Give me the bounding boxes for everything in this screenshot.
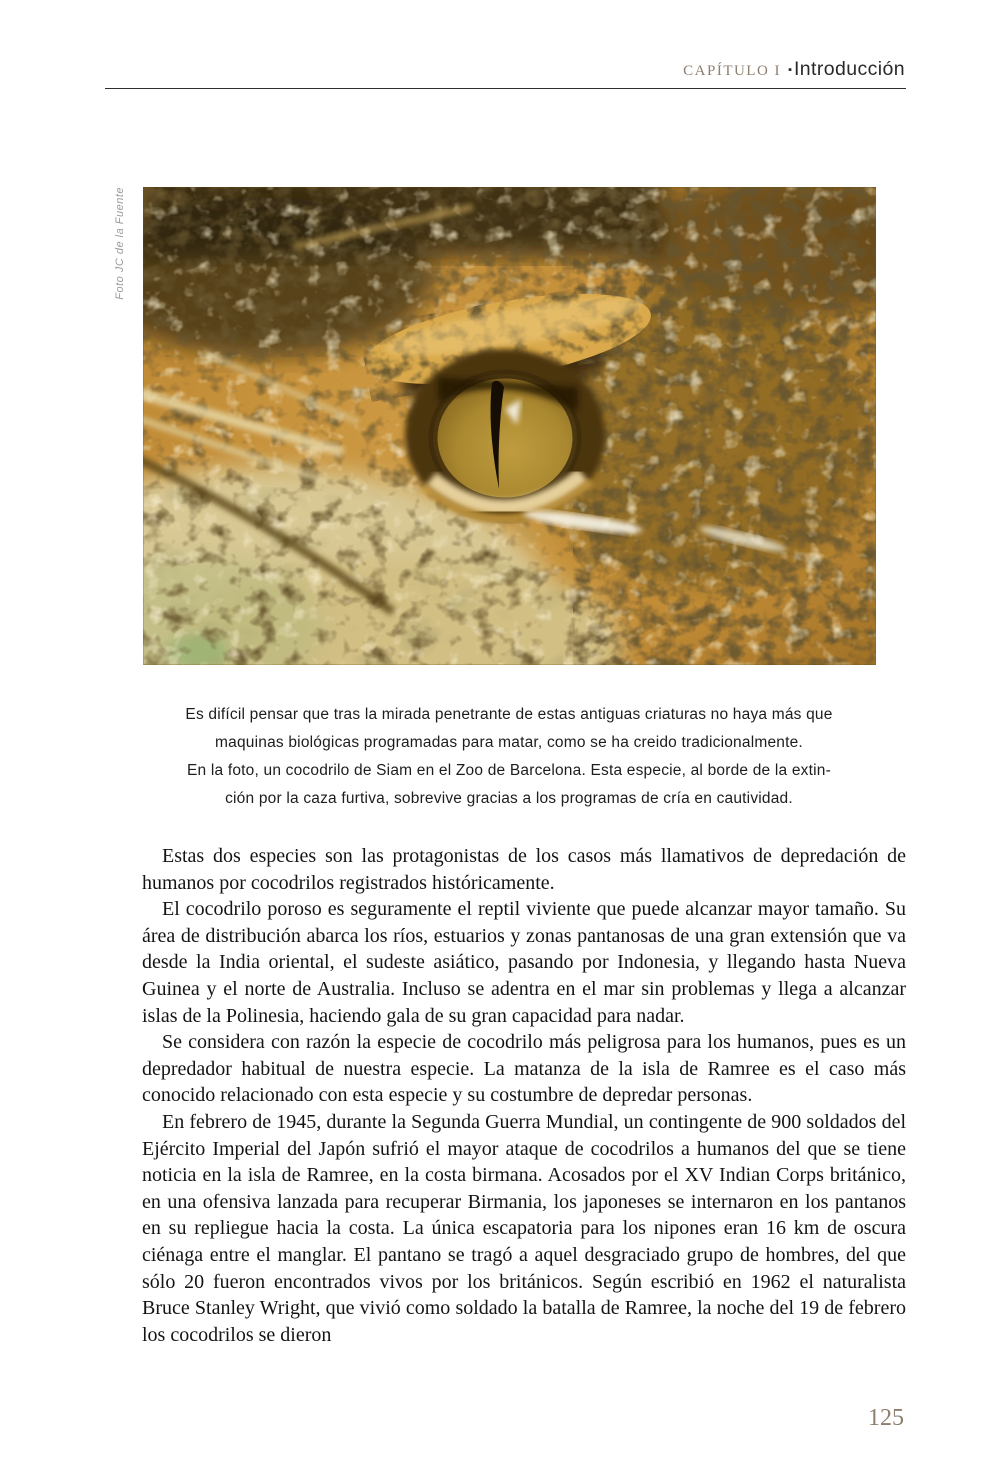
section-label: Introducción [793, 58, 905, 80]
header-rule [105, 88, 906, 89]
caption-line: maquinas biológicas programadas para matar, como se ha creido tradicionalmente. [215, 734, 803, 751]
running-header [105, 58, 905, 81]
chapter-label: CAPÍTULO I [683, 63, 782, 79]
photo-credit: Foto JC de la Fuente [114, 187, 126, 300]
body-text [142, 843, 906, 1348]
caption-line: En la foto, un cocodrilo de Siam en el Zoo de Barcelona. Esta especie, al borde de la extin- [187, 762, 831, 779]
caption-line: Es difícil pensar que tras la mirada penetrante de estas antiguas criaturas no haya más que [185, 706, 833, 723]
paragraph: Se considera con razón la especie de cocodrilo más peligrosa para los humanos, pues es un depredador habitual de nuestra especie. La matanza de la isla de Ramree es el caso más conocido relacionado con esta especie y su costumbre de depredar personas. [142, 1031, 906, 1107]
paragraph: En febrero de 1945, durante la Segunda Guerra Mundial, un contingente de 900 soldados del Ejército Imperial del Japón sufrió el mayor ataque de cocodrilos a humanos del que se tiene noticia en la isla de Ramree, en la costa birmana. Acosados por el XV Indian Corps británico, en una ofensiva lanzada para recuperar Birmania, los japoneses se internaron en los pantanos en su repliegue hacia la costa. La única escapatoria para los nipones eran 16 km de oscura ciénaga entre el manglar. El pantano se tragó a aquel desgraciado grupo de hombres, del que sólo 20 fueron encontrados vivos por los británicos. Según escribió en 1962 el naturalista Bruce Stanley Wright, que vivió como soldado la batalla de Ramree, la noche del 19 de febrero los cocodrilos se dieron [142, 1110, 906, 1346]
bullet-icon: ▪ [788, 64, 792, 76]
caption-line: ción por la caza furtiva, sobrevive gracias a los programas de cría en cautividad. [225, 790, 793, 807]
crocodile-eye-photo [143, 187, 876, 665]
page-number: 125 [868, 1405, 904, 1431]
photo-caption [118, 701, 900, 813]
paragraph: Estas dos especies son las protagonistas de los casos más llamativos de depredación de humanos por cocodrilos registrados históricamente. [142, 845, 906, 894]
crocodile-eye-illustration [143, 187, 876, 665]
paragraph: El cocodrilo poroso es seguramente el reptil viviente que puede alcanzar mayor tamaño. Su área de distribución abarca los ríos, estuarios y zonas pantanosas de una gran extensión que va desde la India oriental, el sudeste asiático, pasando por Indonesia, y llegando hasta Nueva Guinea y el norte de Australia. Incluso se adentra en el mar sin problemas y llega a alcanzar islas de la Polinesia, haciendo gala de su gran capacidad para nadar. [142, 898, 906, 1027]
